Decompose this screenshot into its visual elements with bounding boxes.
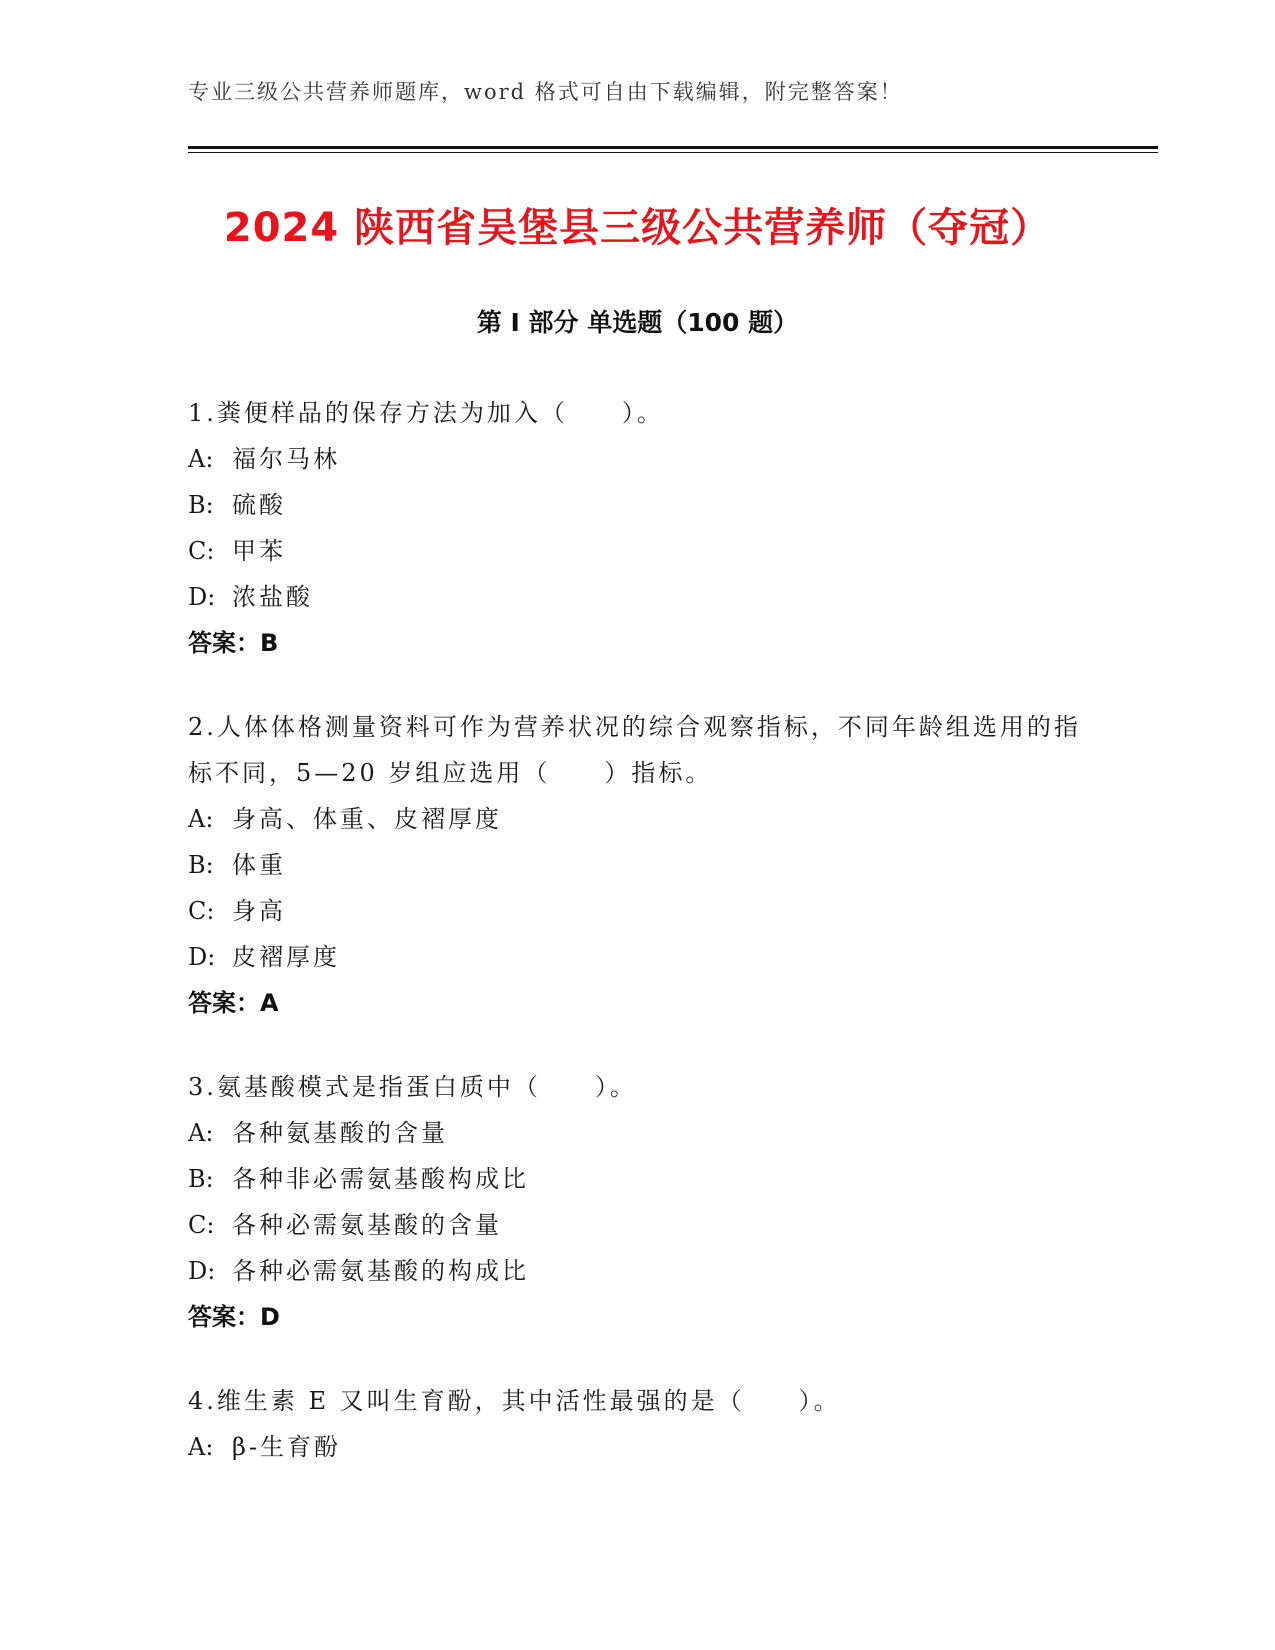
option-text: 各种必需氨基酸的含量	[232, 1211, 502, 1239]
answer-line: 答案：D	[188, 1303, 280, 1331]
option-letter: D:	[188, 583, 216, 611]
option-text: 各种氨基酸的含量	[232, 1119, 448, 1147]
option-letter: C:	[188, 897, 215, 925]
option-letter: B:	[188, 491, 214, 519]
answer-line: 答案：A	[188, 989, 279, 1017]
option-letter: A:	[188, 1433, 214, 1461]
option-letter: D:	[188, 1257, 216, 1285]
option-letter: D:	[188, 943, 216, 971]
option-text: 福尔马林	[232, 445, 340, 473]
question-2	[188, 704, 1088, 1026]
page-header: 专业三级公共营养师题库，word 格式可自由下载编辑，附完整答案！	[188, 80, 903, 104]
option-c	[188, 528, 1088, 574]
section-title: 第 I 部分 单选题（100 题）	[476, 308, 799, 337]
option-b	[188, 482, 1088, 528]
question-stem: 4.维生素 E 又叫生育酚，其中活性最强的是（ ）。	[188, 1387, 841, 1415]
header-divider-thin	[188, 152, 1158, 153]
option-text: 各种必需氨基酸的构成比	[232, 1257, 529, 1285]
option-text: β-生育酚	[232, 1433, 341, 1461]
option-a	[188, 436, 1088, 482]
option-b	[188, 1156, 1088, 1202]
question-4	[188, 1378, 1088, 1470]
option-text: 各种非必需氨基酸构成比	[232, 1165, 529, 1193]
question-3	[188, 1064, 1088, 1340]
header-divider-thick	[188, 146, 1158, 149]
option-letter: B:	[188, 851, 214, 879]
option-b	[188, 842, 1088, 888]
question-stem: 1.粪便样品的保存方法为加入（ ）。	[188, 399, 664, 427]
option-a	[188, 796, 1088, 842]
option-letter: A:	[188, 1119, 214, 1147]
option-letter: A:	[188, 445, 214, 473]
option-text: 皮褶厚度	[232, 943, 340, 971]
option-letter: C:	[188, 537, 215, 565]
option-d	[188, 1248, 1088, 1294]
option-text: 身高	[232, 897, 286, 925]
option-text: 硫酸	[232, 491, 286, 519]
option-text: 身高、体重、皮褶厚度	[232, 805, 502, 833]
option-c	[188, 1202, 1088, 1248]
option-text: 浓盐酸	[232, 583, 313, 611]
document-title: 2024 陕西省吴堡县三级公共营养师（夺冠）	[223, 205, 1052, 251]
question-1	[188, 390, 1088, 666]
option-a	[188, 1110, 1088, 1156]
answer-line: 答案：B	[188, 629, 279, 657]
option-c	[188, 888, 1088, 934]
option-a	[188, 1424, 1088, 1470]
question-stem: 2.人体体格测量资料可作为营养状况的综合观察指标，不同年龄组选用的指标不同，5—20 岁组应选用（ ）指标。	[188, 713, 1081, 787]
option-letter: A:	[188, 805, 214, 833]
option-text: 体重	[232, 851, 286, 879]
option-letter: B:	[188, 1165, 214, 1193]
option-letter: C:	[188, 1211, 215, 1239]
question-list	[188, 390, 1088, 1508]
question-stem: 3.氨基酸模式是指蛋白质中（ ）。	[188, 1073, 637, 1101]
option-d	[188, 574, 1088, 620]
option-d	[188, 934, 1088, 980]
option-text: 甲苯	[232, 537, 286, 565]
